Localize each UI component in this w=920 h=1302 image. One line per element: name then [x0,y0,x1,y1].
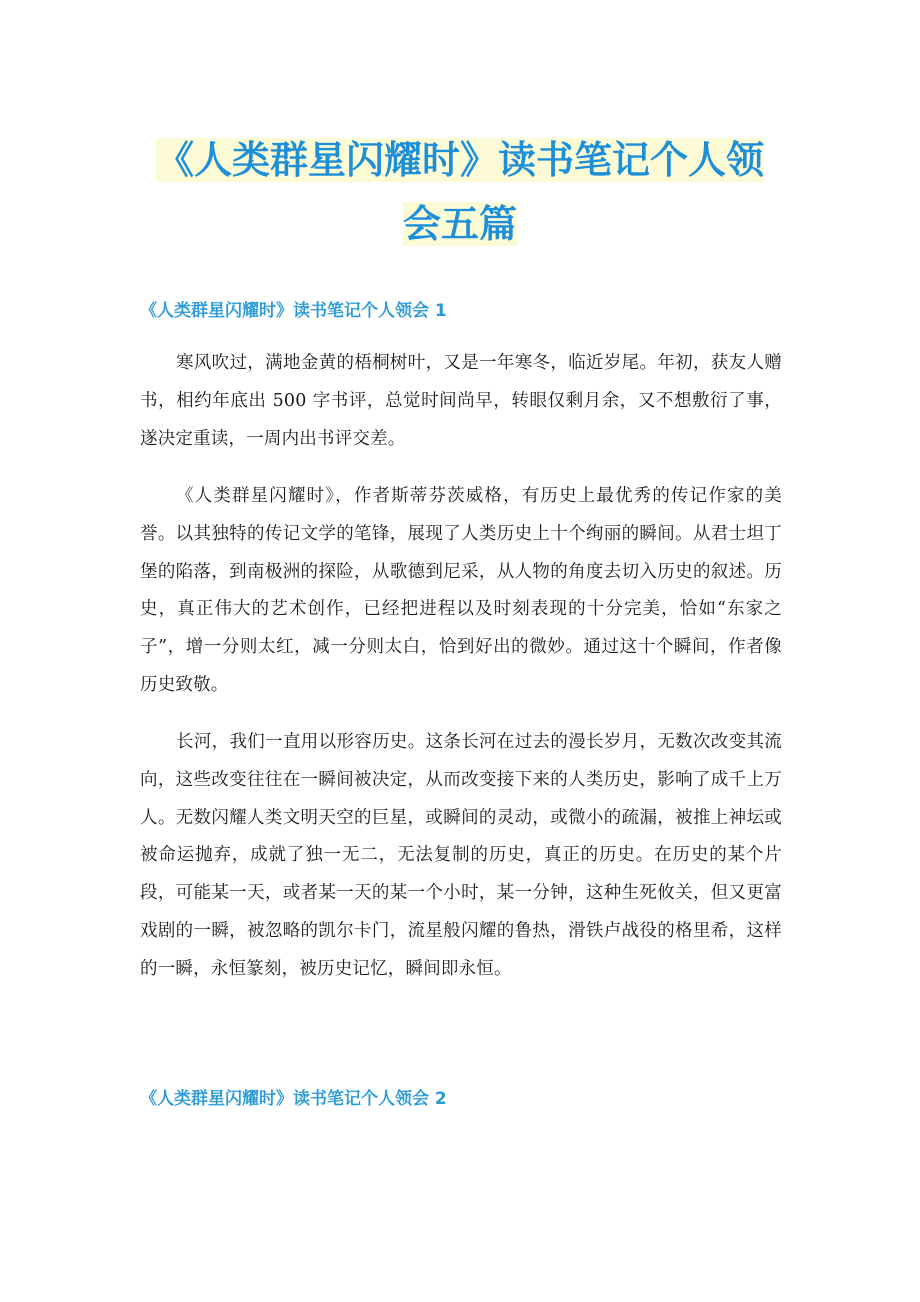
title-block [0,128,920,256]
document-title: 《人类群星闪耀时》读书笔记个人领会五篇 [155,138,764,246]
section-1-paragraph-1: 寒风吹过，满地金黄的梧桐树叶，又是一年寒冬，临近岁尾。年初，获友人赠书，相约年底出 500 字书评，总觉时间尚早，转眼仅剩月余，又不想敷衍了事，遂决定重读，一周内出书评交差。 [140,353,782,449]
section-1-paragraph-2: 《人类群星闪耀时》，作者斯蒂芬茨威格，有历史上最优秀的传记作家的美誉。以其独特的传记文学的笔锋，展现了人类历史上十个绚丽的瞬间。从君士坦丁堡的陷落，到南极洲的探险，从歌德到尼采，从人物的角度去切入历史的叙述。历史，真正伟大的艺术创作，已经把进程以及时刻表现的十分完美，恰如“东家之子”，增一分则太红，减一分则太白，恰到好出的微妙。通过这十个瞬间，作者像历史致敬。 [140,486,782,695]
section-heading-2: 《人类群星闪耀时》读书笔记个人领会 2 [140,1089,447,1109]
section-heading-1: 《人类群星闪耀时》读书笔记个人领会 1 [140,301,447,321]
section-1-paragraph-3: 长河，我们一直用以形容历史。这条长河在过去的漫长岁月，无数次改变其流向，这些改变往往在一瞬间被决定，从而改变接下来的人类历史，影响了成千上万人。无数闪耀人类文明天空的巨星，或瞬间的灵动，或微小的疏漏，被推上神坛或被命运抛弃，成就了独一无二，无法复制的历史，真正的历史。在历史的某个片段，可能某一天，或者某一天的某一个小时，某一分钟，这种生死攸关，但又更富戏剧的一瞬，被忽略的凯尔卡门，流星般闪耀的鲁热，滑铁卢战役的格里希，这样的一瞬，永恒篆刻，被历史记忆，瞬间即永恒。 [140,732,782,979]
